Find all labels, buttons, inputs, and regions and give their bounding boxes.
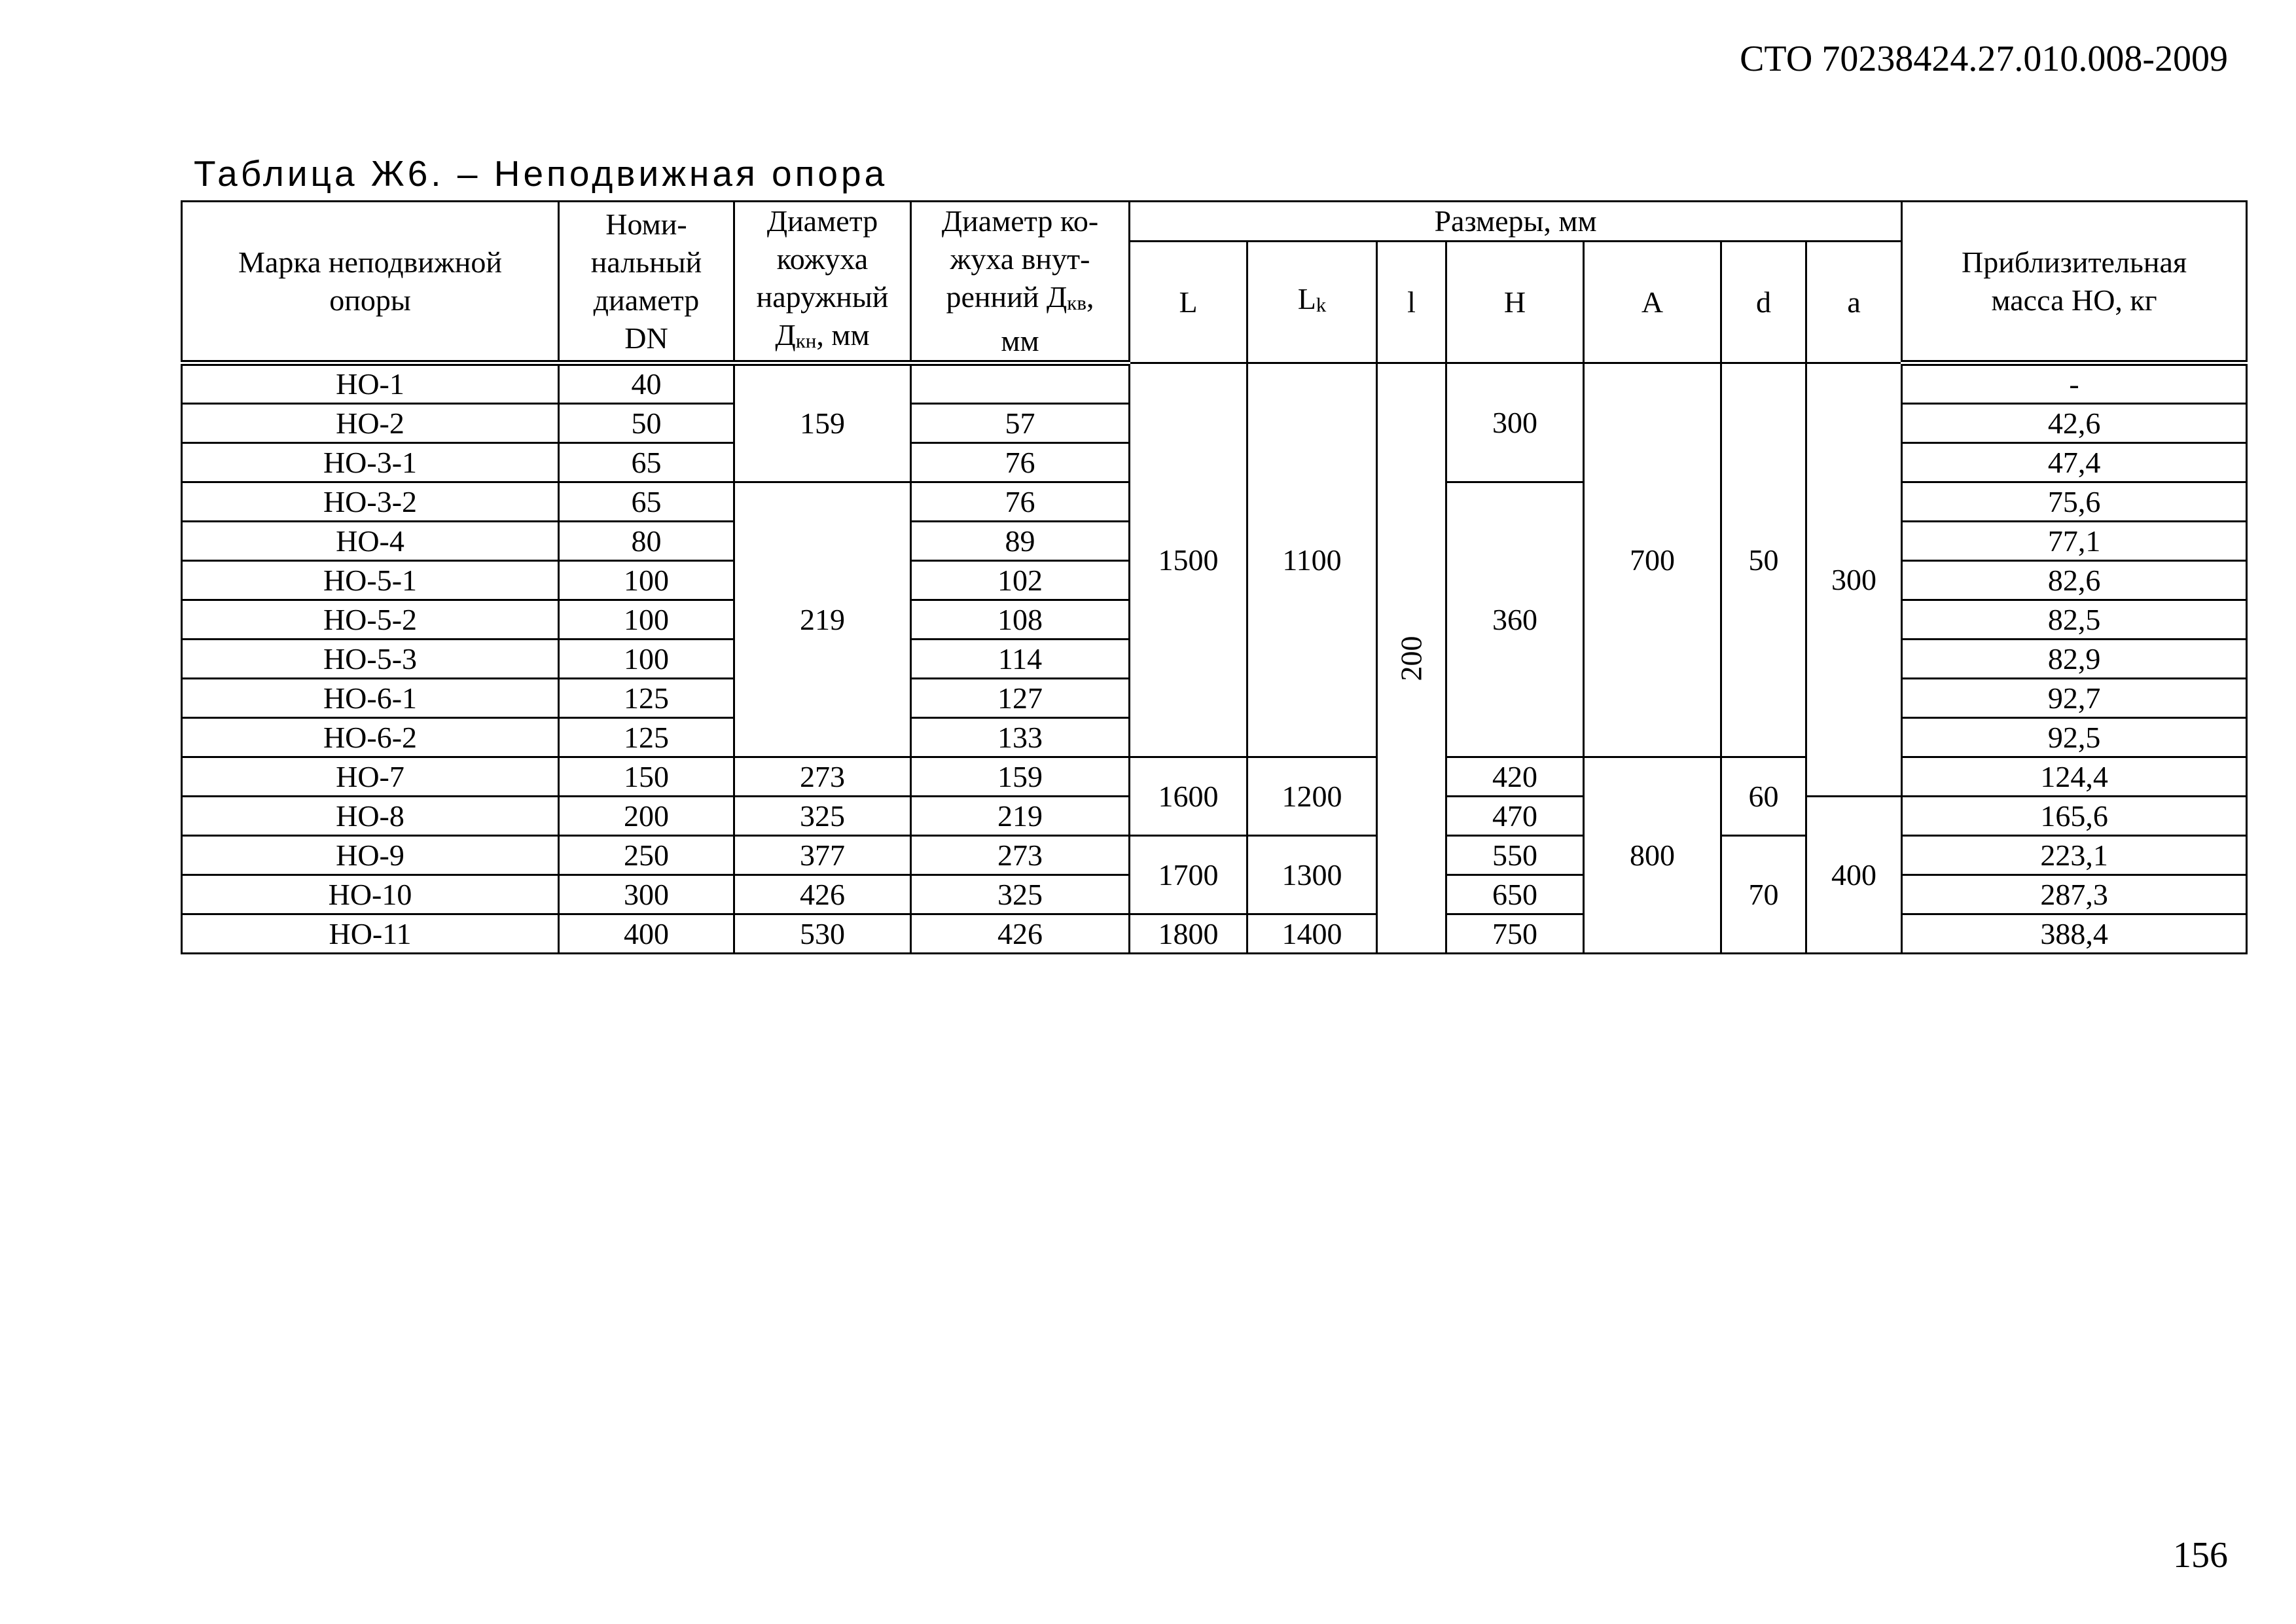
header-dkn-subscript: кн — [795, 329, 817, 352]
table-row — [182, 836, 2247, 875]
header-dkv — [911, 202, 1130, 363]
header-dkv-unit: мм — [1001, 324, 1039, 357]
cell-d: 50 — [1721, 363, 1806, 757]
cell-dn: 200 — [559, 797, 734, 836]
cell-mark: НО-5-3 — [182, 640, 559, 679]
cell-l — [1377, 363, 1446, 954]
cell-L: 1800 — [1130, 914, 1247, 954]
table-row — [182, 914, 2247, 954]
cell-dkn: 273 — [734, 757, 911, 797]
cell-dn: 400 — [559, 914, 734, 954]
header-dkv-line: Диаметр ко- — [941, 204, 1099, 238]
header-sizes: Размеры, мм — [1130, 202, 1902, 242]
cell-dn: 80 — [559, 522, 734, 561]
cell-dkv: 76 — [911, 443, 1130, 482]
header-d: d — [1721, 242, 1806, 363]
cell-dkn: 219 — [734, 482, 911, 757]
cell-mass: 388,4 — [1902, 914, 2247, 954]
cell-dkv: 133 — [911, 718, 1130, 757]
cell-mass: 75,6 — [1902, 482, 2247, 522]
cell-dn: 100 — [559, 640, 734, 679]
cell-mass: 124,4 — [1902, 757, 2247, 797]
cell-mass: - — [1902, 363, 2247, 404]
cell-L: 1500 — [1130, 363, 1247, 757]
cell-dkn: 159 — [734, 363, 911, 482]
cell-dkv: 219 — [911, 797, 1130, 836]
header-dkv-line: жуха внут- — [950, 242, 1090, 276]
cell-dn: 65 — [559, 443, 734, 482]
cell-A: 800 — [1584, 757, 1721, 954]
cell-mass: 82,6 — [1902, 561, 2247, 600]
page-number: 156 — [2173, 1535, 2228, 1576]
cell-mass: 92,7 — [1902, 679, 2247, 718]
header-mass-line: Приблизительная — [1962, 245, 2187, 279]
header-dkv-subscript: кв — [1067, 291, 1086, 314]
cell-dn: 65 — [559, 482, 734, 522]
header-dn-line: Номи- — [605, 207, 687, 241]
cell-mass: 287,3 — [1902, 875, 2247, 914]
document-code: СТО 70238424.27.010.008-2009 — [1740, 39, 2228, 79]
header-dkn-line: кожуха — [776, 242, 869, 276]
cell-H: 300 — [1446, 363, 1584, 482]
header-H: H — [1446, 242, 1584, 363]
header-dkn-line: Диаметр — [766, 204, 878, 238]
spec-table — [181, 200, 2248, 954]
cell-mark: НО-5-1 — [182, 561, 559, 600]
header-dkv-prefix: ренний Д — [946, 280, 1067, 314]
cell-mark: НО-9 — [182, 836, 559, 875]
table-row — [182, 757, 2247, 797]
header-Lk-subscript: k — [1316, 293, 1327, 316]
cell-Lk: 1300 — [1247, 836, 1377, 914]
cell-dkv: 273 — [911, 836, 1130, 875]
table-row — [182, 363, 2247, 404]
cell-dkv: 159 — [911, 757, 1130, 797]
cell-dkn: 325 — [734, 797, 911, 836]
cell-d: 60 — [1721, 757, 1806, 836]
cell-dn: 125 — [559, 679, 734, 718]
header-a: a — [1806, 242, 1902, 363]
cell-dkn: 426 — [734, 875, 911, 914]
cell-H: 420 — [1446, 757, 1584, 797]
header-dn-line: диаметр — [593, 283, 700, 317]
cell-mass: 92,5 — [1902, 718, 2247, 757]
cell-mark: НО-3-2 — [182, 482, 559, 522]
cell-Lk: 1100 — [1247, 363, 1377, 757]
cell-mass: 42,6 — [1902, 404, 2247, 443]
cell-a: 300 — [1806, 363, 1902, 797]
cell-dn: 100 — [559, 600, 734, 640]
cell-mark: НО-11 — [182, 914, 559, 954]
header-dn-line: нальный — [590, 245, 702, 279]
cell-mark: НО-8 — [182, 797, 559, 836]
cell-H: 360 — [1446, 482, 1584, 757]
cell-a: 400 — [1806, 797, 1902, 954]
header-dn — [559, 202, 734, 363]
cell-mass: 47,4 — [1902, 443, 2247, 482]
header-A: A — [1584, 242, 1721, 363]
cell-dn: 300 — [559, 875, 734, 914]
cell-mark: НО-4 — [182, 522, 559, 561]
cell-mass: 223,1 — [1902, 836, 2247, 875]
cell-dn: 150 — [559, 757, 734, 797]
cell-dkv: 108 — [911, 600, 1130, 640]
cell-mass: 77,1 — [1902, 522, 2247, 561]
cell-dn: 50 — [559, 404, 734, 443]
cell-L: 1700 — [1130, 836, 1247, 914]
cell-H: 650 — [1446, 875, 1584, 914]
cell-L: 1600 — [1130, 757, 1247, 836]
cell-dkn: 530 — [734, 914, 911, 954]
cell-Lk: 1400 — [1247, 914, 1377, 954]
cell-Lk: 1200 — [1247, 757, 1377, 836]
cell-dkv: 127 — [911, 679, 1130, 718]
cell-dkv: 114 — [911, 640, 1130, 679]
header-mass-line: масса НО, кг — [1991, 283, 2157, 317]
header-Lk-base: L — [1297, 282, 1316, 316]
cell-H: 750 — [1446, 914, 1584, 954]
header-Lk — [1247, 242, 1377, 363]
cell-mark: НО-7 — [182, 757, 559, 797]
cell-dn: 250 — [559, 836, 734, 875]
cell-H: 470 — [1446, 797, 1584, 836]
cell-dkv — [911, 363, 1130, 404]
cell-dkv: 426 — [911, 914, 1130, 954]
header-dkn-symbol: Д — [775, 318, 796, 352]
cell-mass: 165,6 — [1902, 797, 2247, 836]
cell-d: 70 — [1721, 836, 1806, 954]
cell-H: 550 — [1446, 836, 1584, 875]
header-mark: Марка неподвижной опоры — [182, 202, 559, 363]
cell-dn: 125 — [559, 718, 734, 757]
cell-mark: НО-2 — [182, 404, 559, 443]
cell-mass: 82,5 — [1902, 600, 2247, 640]
cell-mass: 82,9 — [1902, 640, 2247, 679]
table-title: Таблица Ж6. – Неподвижная опора — [194, 153, 888, 194]
cell-dkn: 377 — [734, 836, 911, 875]
cell-dkv: 102 — [911, 561, 1130, 600]
header-dkn-unit: , мм — [816, 318, 870, 352]
cell-dkv: 76 — [911, 482, 1130, 522]
cell-dkv: 89 — [911, 522, 1130, 561]
cell-mark: НО-10 — [182, 875, 559, 914]
cell-l-value: 200 — [1394, 636, 1428, 681]
cell-dkv: 57 — [911, 404, 1130, 443]
header-L: L — [1130, 242, 1247, 363]
cell-mark: НО-6-1 — [182, 679, 559, 718]
cell-dn: 100 — [559, 561, 734, 600]
header-dn-line: DN — [624, 321, 668, 355]
header-dkn — [734, 202, 911, 363]
header-dkn-line: наружный — [756, 280, 889, 314]
header-mass — [1902, 202, 2247, 363]
cell-dn: 40 — [559, 363, 734, 404]
cell-mark: НО-5-2 — [182, 600, 559, 640]
header-l: l — [1377, 242, 1446, 363]
cell-A: 700 — [1584, 363, 1721, 757]
header-dkv-suffix: , — [1086, 280, 1094, 314]
cell-mark: НО-6-2 — [182, 718, 559, 757]
cell-mark: НО-1 — [182, 363, 559, 404]
cell-dkv: 325 — [911, 875, 1130, 914]
cell-mark: НО-3-1 — [182, 443, 559, 482]
